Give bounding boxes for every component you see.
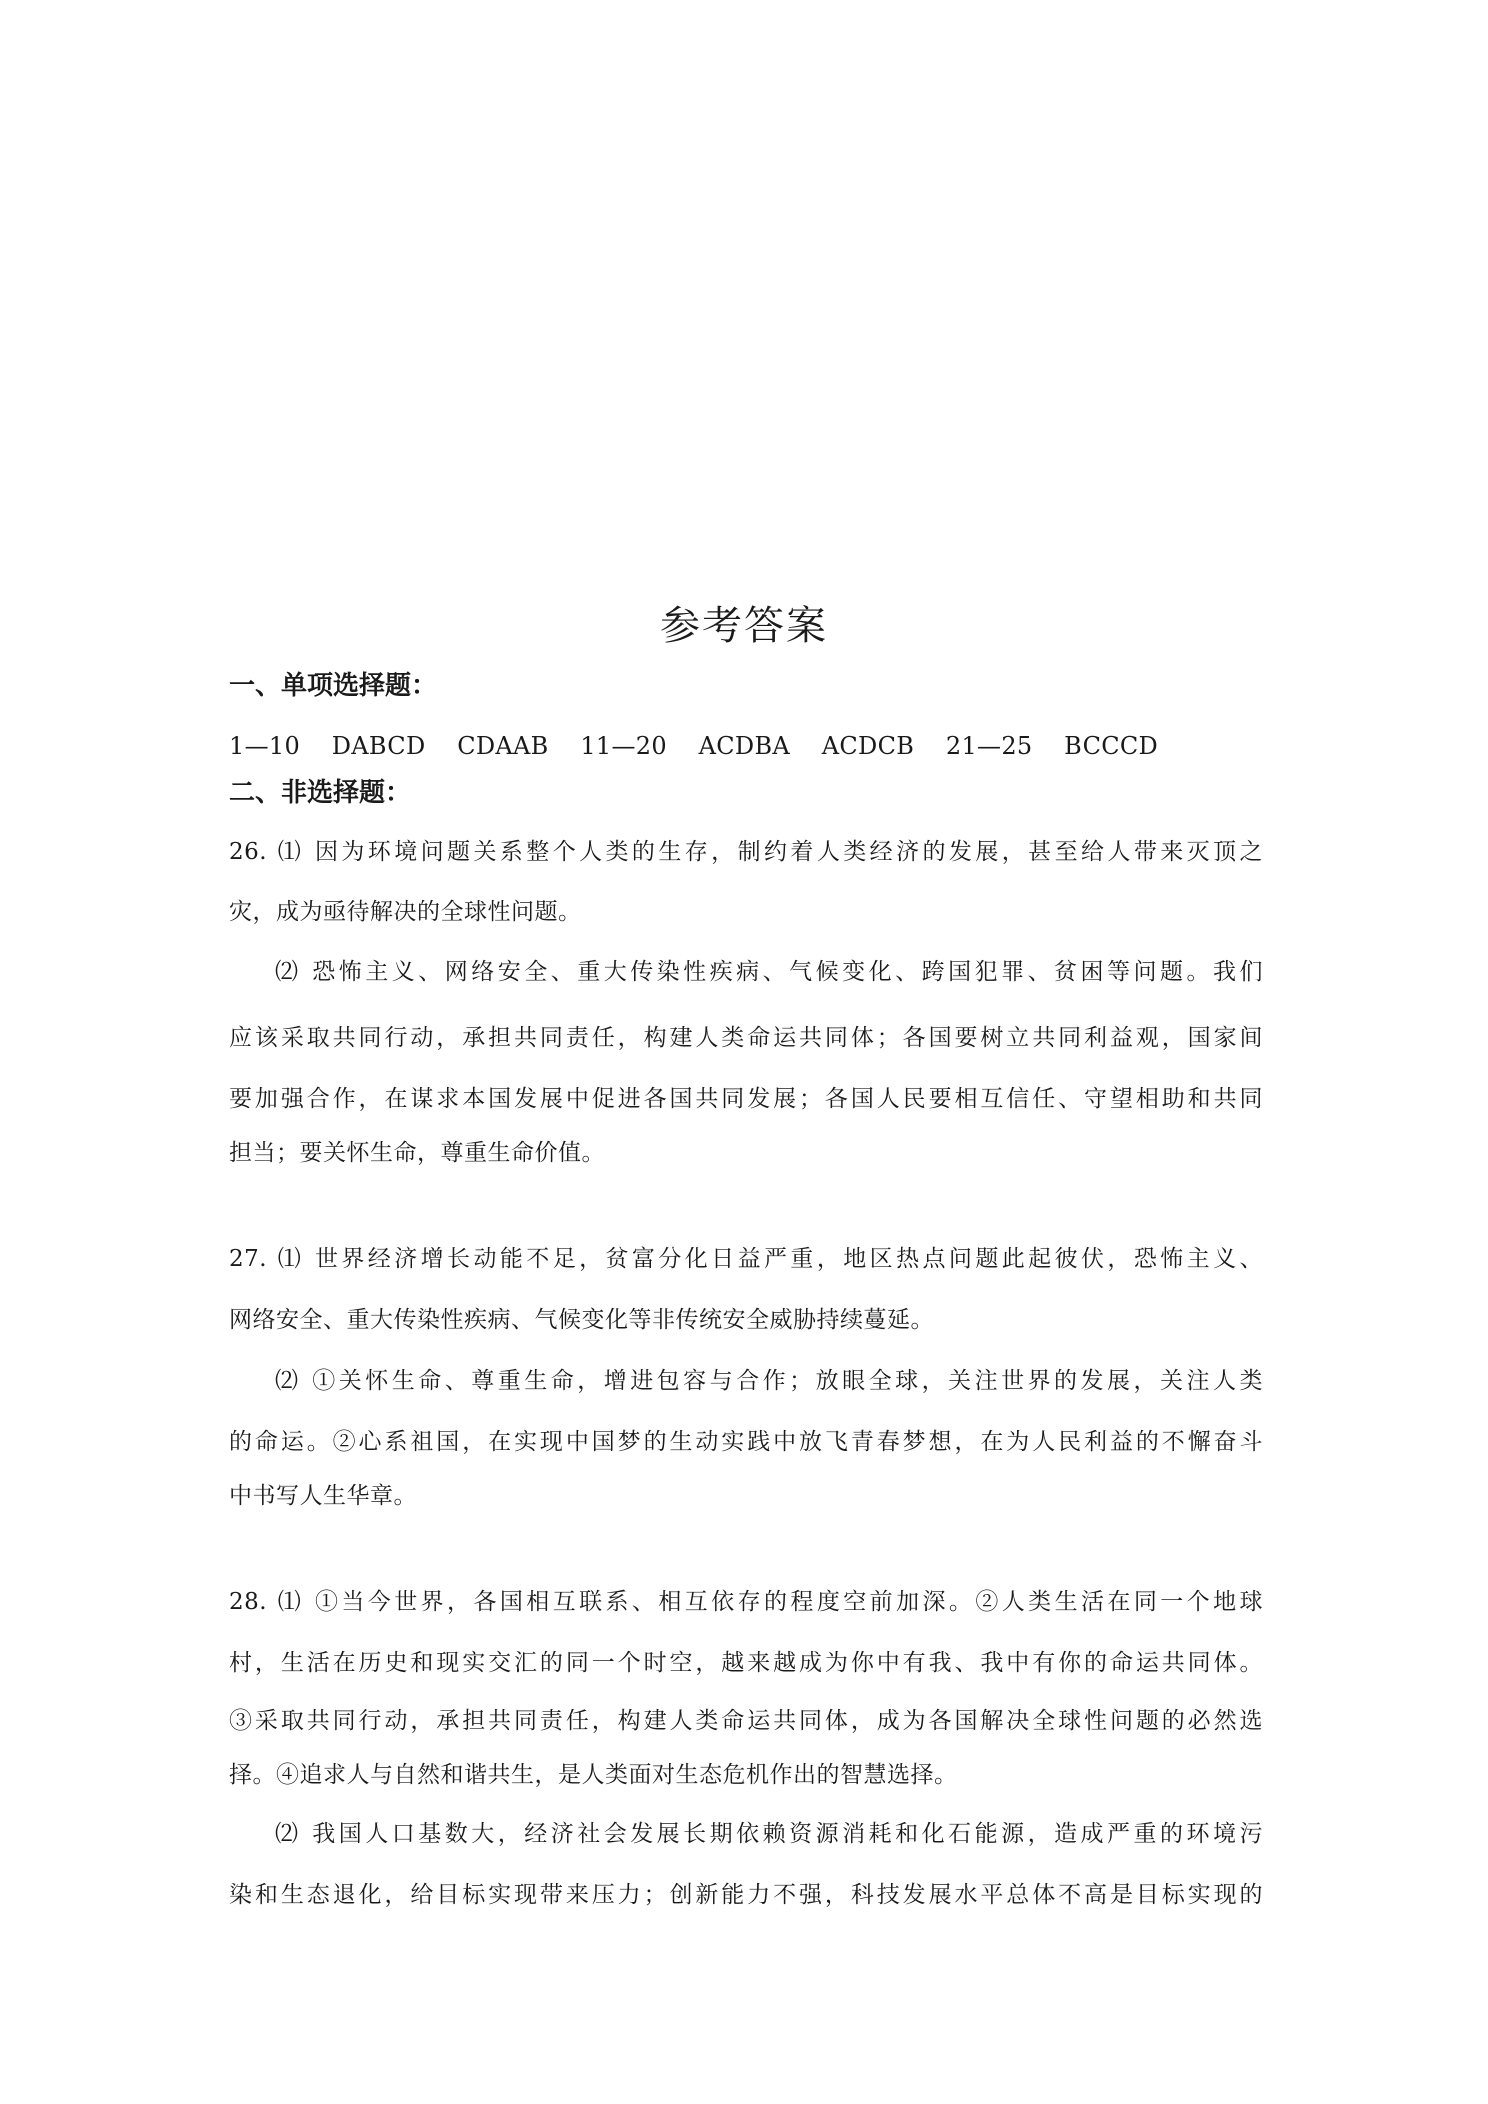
q28-line: ⑵ 我国人口基数大，经济社会发展长期依赖资源消耗和化石能源，造成严重的环境污 (275, 1821, 1263, 1847)
q26-line: ⑵ 恐怖主义、网络安全、重大传染性疾病、气候变化、跨国犯罪、贫困等问题。我们 (275, 959, 1263, 985)
section-heading-non-choice: 二、非选择题： (229, 778, 412, 808)
q28-line: ③采取共同行动，承担共同责任，构建人类命运共同体，成为各国解决全球性问题的必然选 (229, 1708, 1263, 1734)
q26-line: 应该采取共同行动，承担共同责任，构建人类命运共同体；各国要树立共同利益观，国家间 (229, 1025, 1263, 1051)
multiple-choice-answers: 1—10 DABCD CDAAB 11—20 ACDBA ACDCB 21—25 BCCCD (229, 732, 1159, 760)
q27-line: 的命运。②心系祖国，在实现中国梦的生动实践中放飞青春梦想，在为人民利益的不懈奋斗 (229, 1429, 1263, 1455)
q28-line: 28. ⑴ ①当今世界，各国相互联系、相互依存的程度空前加深。②人类生活在同一个地球 (229, 1589, 1263, 1615)
q28-line: 染和生态退化，给目标实现带来压力；创新能力不强，科技发展水平总体不高是目标实现的 (229, 1882, 1263, 1908)
q27-line: 27. ⑴ 世界经济增长动能不足，贫富分化日益严重，地区热点问题此起彼伏，恐怖主义、 (229, 1246, 1263, 1272)
q26-line: 要加强合作，在谋求本国发展中促进各国共同发展；各国人民要相互信任、守望相助和共同 (229, 1086, 1263, 1112)
q27-line: 网络安全、重大传染性疾病、气候变化等非传统安全威胁持续蔓延。 (229, 1307, 934, 1333)
q28-line: 村，生活在历史和现实交汇的同一个时空，越来越成为你中有我、我中有你的命运共同体。 (229, 1650, 1263, 1676)
q27-line: 中书写人生华章。 (229, 1483, 417, 1509)
q26-line: 灾，成为亟待解决的全球性问题。 (229, 899, 582, 925)
section-heading-multiple-choice: 一、单项选择题： (229, 671, 438, 701)
page-title: 参考答案 (660, 603, 828, 649)
q27-line: ⑵ ①关怀生命、尊重生命，增进包容与合作；放眼全球，关注世界的发展，关注人类 (275, 1368, 1263, 1394)
q26-line: 26. ⑴ 因为环境问题关系整个人类的生存，制约着人类经济的发展，甚至给人带来灭顶之 (229, 839, 1263, 865)
q26-line: 担当；要关怀生命，尊重生命价值。 (229, 1140, 605, 1166)
q28-line: 择。④追求人与自然和谐共生，是人类面对生态危机作出的智慧选择。 (229, 1762, 958, 1788)
